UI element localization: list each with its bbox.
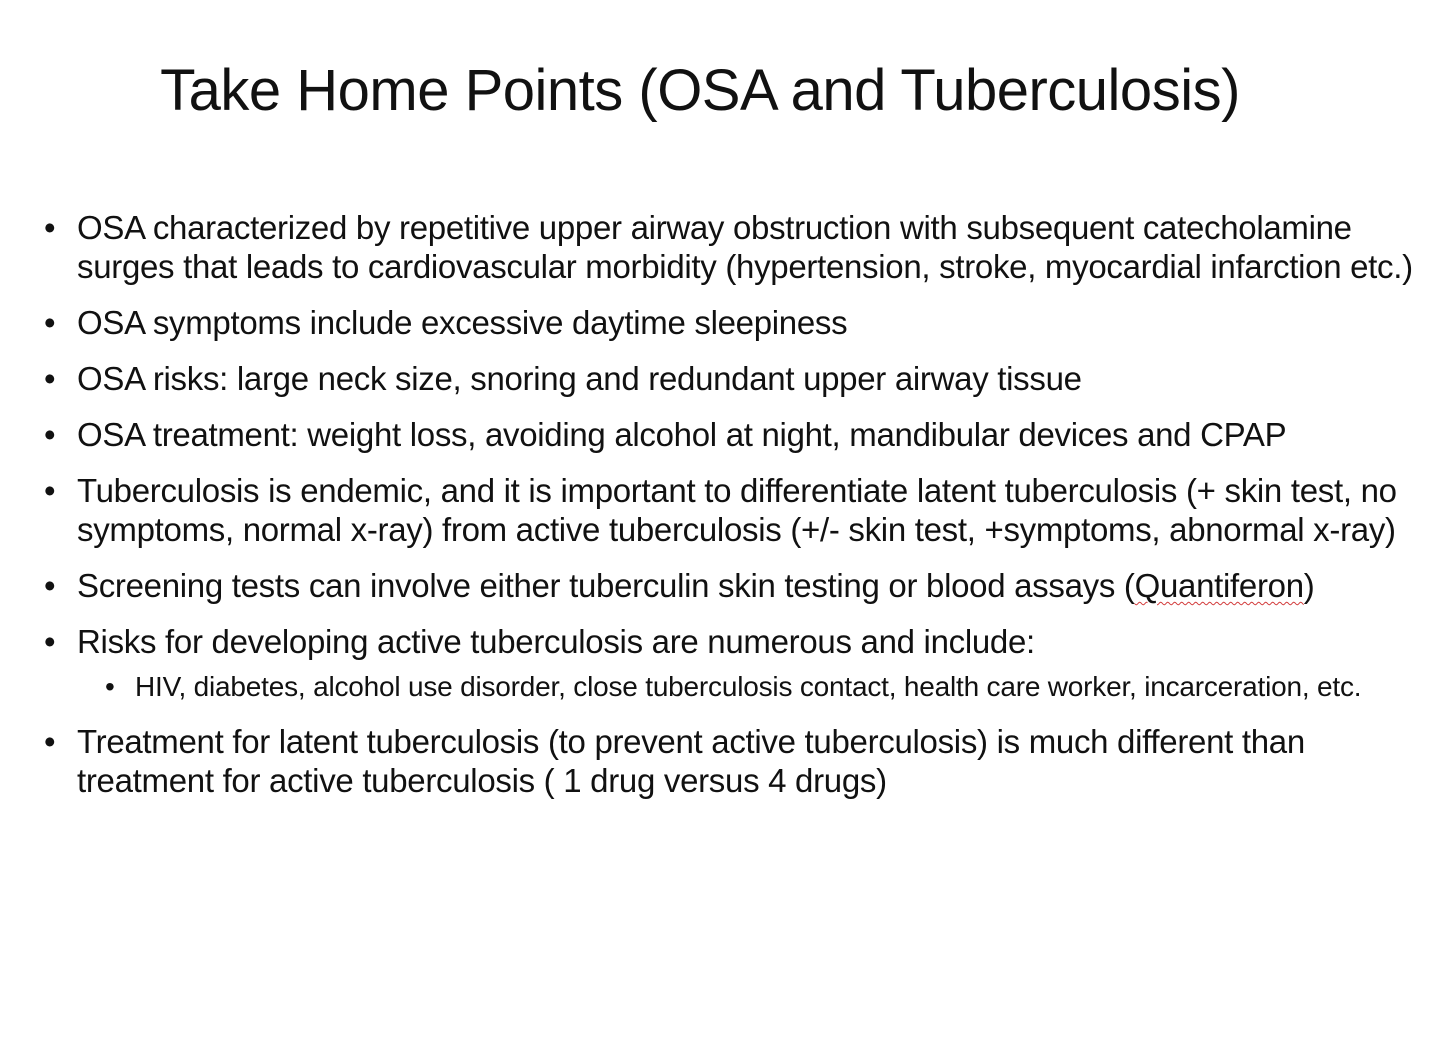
bullet-item [44, 208, 1414, 286]
bullet-item [44, 415, 1414, 454]
bullet-dot-icon: • [44, 416, 56, 453]
bullet-text: Risks for developing active tuberculosis are numerous and include: [77, 623, 1035, 660]
bullet-item [44, 471, 1414, 549]
bullet-list [44, 208, 1414, 817]
bullet-text-after: ) [1303, 567, 1315, 604]
bullet-dot-icon: • [44, 623, 56, 660]
bullet-item [44, 359, 1414, 398]
bullet-dot-icon: • [44, 723, 56, 760]
sub-bullet-item [77, 669, 1414, 705]
sub-bullet-text: HIV, diabetes, alcohol use disorder, close tuberculosis contact, health care worker, incarceration, etc. [135, 671, 1362, 702]
bullet-dot-icon: • [44, 304, 56, 341]
bullet-text-before: Screening tests can involve either tuberculin skin testing or blood assays ( [77, 567, 1135, 604]
bullet-text: OSA risks: large neck size, snoring and redundant upper airway tissue [77, 360, 1082, 397]
bullet-text: OSA characterized by repetitive upper airway obstruction with subsequent catecholamine surges that leads to cardiovascular morbidity (hypertension, stroke, myocardial infarction etc.) [77, 209, 1413, 285]
bullet-dot-icon: • [44, 567, 56, 604]
spellcheck-flagged-word[interactable]: Quantiferon [1134, 567, 1304, 604]
bullet-dot-icon: • [44, 472, 56, 509]
bullet-dot-icon: • [44, 209, 56, 246]
sub-bullet-dot-icon: • [105, 671, 115, 702]
bullet-text: OSA treatment: weight loss, avoiding alcohol at night, mandibular devices and CPAP [77, 416, 1287, 453]
bullet-text: Tuberculosis is endemic, and it is important to differentiate latent tuberculosis (+ skin test, no symptoms, normal x-ray) from active tuberculosis (+/- skin test, +symptoms, abnormal x-ray) [77, 472, 1397, 548]
bullet-text: Treatment for latent tuberculosis (to prevent active tuberculosis) is much different than treatment for active tuberculosis ( 1 drug versus 4 drugs) [77, 723, 1305, 799]
slide-title: Take Home Points (OSA and Tuberculosis) [160, 58, 1240, 123]
bullet-text: OSA symptoms include excessive daytime sleepiness [77, 304, 848, 341]
bullet-item [44, 566, 1414, 605]
bullet-item [44, 722, 1414, 800]
bullet-item [44, 303, 1414, 342]
bullet-dot-icon: • [44, 360, 56, 397]
bullet-item [44, 622, 1414, 705]
